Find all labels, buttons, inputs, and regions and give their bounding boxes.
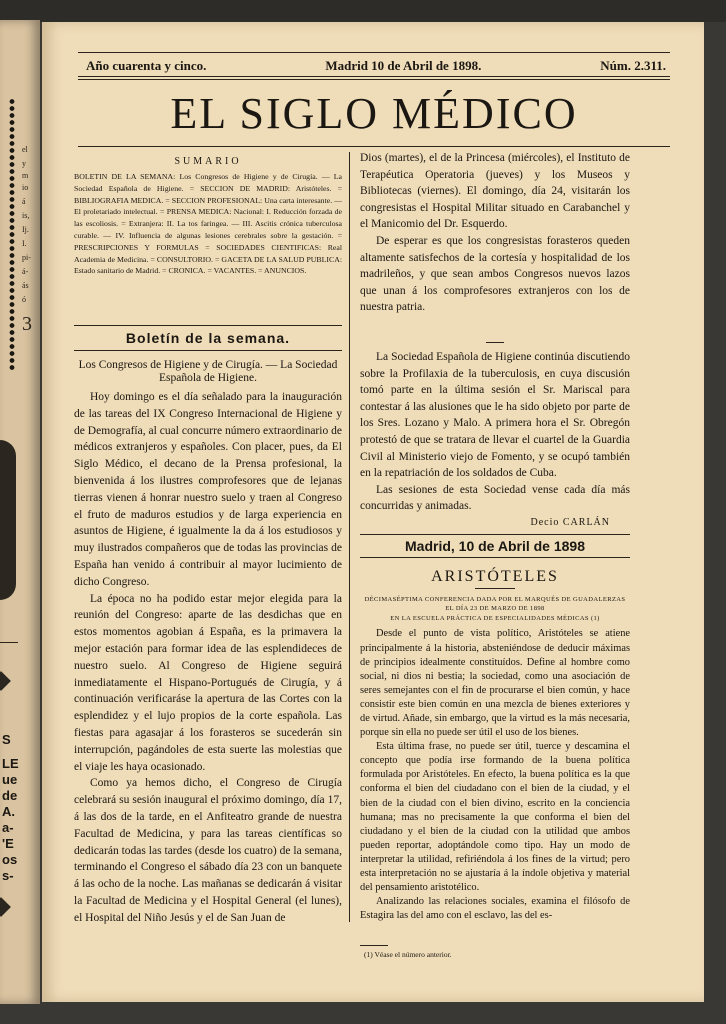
left-page-fragment: a- bbox=[2, 820, 14, 835]
left-page-fragment: ás bbox=[22, 281, 29, 290]
left-page-fragment: LE bbox=[2, 756, 19, 771]
author-signature: Decio CARLÁN bbox=[530, 516, 610, 528]
section-separator bbox=[486, 342, 504, 343]
left-page-fragment: s- bbox=[2, 868, 14, 883]
left-page-fragment: á bbox=[22, 197, 26, 206]
sumario-text: BOLETIN DE LA SEMANA: Los Congresos de Higiene y de Cirugía. — La Sociedad Española de Higiene. = SECCION DE MADRID: Aristóteles. = BIBLIOGRAFIA MEDICA. = SECCION PROFESIONAL: Una carta interesante. — El proletariado intelectual. = PRENSA MEDICA: Nacional: I. Reducción forzada de las escoliosis. = Extranjera: II. La tos faringea. — III. Ascitis crónica tuberculosa curable. — IV. Influencia de algunas lesiones cerebrales sobre la gestación. = PRESCRIPCIONES Y FORMULAS = SOCIEDADES CIENTIFICAS: Real Academia de Medicina. = CONSULTORIO. = GACETA DE LA SALUD PUBLICA: Estado sanitario de Madrid. = CRONICA. = VACANTES. = ANUNCIOS. bbox=[74, 172, 342, 276]
aristoteles-paragraph: Analizando las relaciones sociales, examina el filósofo de Estagira las del amo con el esclavo, las del es- bbox=[360, 896, 630, 922]
left-page-fragment: el bbox=[22, 145, 28, 154]
issue-date: Madrid 10 de Abril de 1898. bbox=[325, 58, 482, 73]
boletin-continuation bbox=[360, 150, 630, 336]
higiene-paragraph: Las sesiones de esta Sociedad vense cada día más concurridas y animadas. bbox=[360, 483, 630, 513]
left-page-fragment: m bbox=[22, 171, 29, 180]
left-page-rule bbox=[0, 642, 18, 643]
left-page-illustration bbox=[0, 440, 16, 600]
aristoteles-paragraph: Esta última frase, no puede ser útil, tuerce y descamina el concepto que podía irse formando de la buena política formulada por Aristóteles. En efecto, la buena política es la que conforma el bien del ciudadano con el bien de la ciudad, y el bien de la ciudad con el bien divino, escrito en la conciencia humana; mas no precisamente la que conforma el bien del ciudadano y el bien de la ciudad con la utilidad que ambos pueden reportar, adoptándole como tipo. Hay un modo de interpretar la utilidad, refiriéndola á los fines de la virtud; pero esta interpretación no se ajustaría á la índole objetiva y material del pensamiento aristotélico. bbox=[360, 741, 630, 894]
header-bottom-rule bbox=[78, 76, 670, 77]
left-page-fragment: 'E bbox=[2, 836, 14, 851]
newspaper-title: EL SIGLO MÉDICO bbox=[170, 89, 578, 138]
continuation-paragraph: De esperar es que los congresistas forasteros queden altamente satisfechos de la cortesía y hospitalidad de los madrileños, y que sean ambos Congresos nuevos lazos que unan á los comprofesores extranjeros con los de nuestra patria. bbox=[360, 234, 630, 314]
left-page-fragment: is, bbox=[22, 211, 30, 220]
left-page-ornament bbox=[0, 671, 11, 691]
sumario-heading: SUMARIO bbox=[174, 156, 242, 167]
masthead-header-line bbox=[86, 58, 666, 74]
right-column bbox=[360, 150, 630, 959]
left-column bbox=[74, 150, 342, 927]
boletin-heading: Boletín de la semana. bbox=[74, 325, 342, 351]
footnote: (1) Véase el número anterior. bbox=[364, 950, 452, 960]
continuation-paragraph: Dios (martes), el de la Princesa (miércoles), el Instituto de Terapéutica Operatoria (jueves) y los Museos y Bibliotecas (viernes). El domingo, día 24, visitarán los congresistas el Hospital Militar situado en Carabanchel y el Manicomio del Dr. Esquerdo. bbox=[360, 152, 630, 231]
aristoteles-paragraph: Desde el punto de vista político, Aristóteles se atiene principalmente á la historia, absteniéndose de deducir máximas de principios idealmente constituídos. Define al hombre como social, ni dios ni bestia; la sociedad, como una asociación de seres semejantes con el fin de procurarse el bien común, y hace consistir este bien común en una mezcla de bienes exteriores y de virtud. Añade, sin embargo, que la virtud es la más necesaria, porque sin ella no puede ser útil el uso de los bienes. bbox=[360, 628, 630, 739]
title-underline bbox=[475, 588, 515, 589]
volume-year: Año cuarenta y cinco. bbox=[86, 58, 207, 73]
column-divider bbox=[349, 152, 350, 922]
left-page-fragment: io bbox=[22, 183, 29, 192]
conference-date: EL DÍA 23 DE MARZO DE 1898 bbox=[445, 605, 545, 613]
boletin-paragraph: La época no ha podido estar mejor elegida para la reunión del Congreso: aparte de las desdichas que en estos momentos agobian á España, es la primavera la mejor estación para formar idea de las esplendideces de nuestro suelo. Al Congreso de Higiene seguirá inmediatamente el Hispano-Portugués de Cirugía, y á continuación verificaráse la apertura de las Cortes con la esplendidez y el lujo propios de la corte española. Las fiestas para agasajar á los forasteros se sucederán sin interrupción, pagándoles de esta suerte las molestias que el viaje les haya ocasionado. bbox=[74, 592, 342, 773]
newspaper-page bbox=[42, 22, 704, 1002]
boletin-subheading: Los Congresos de Higiene y de Cirugía. — La Sociedad Española de Higiene. bbox=[78, 359, 338, 384]
conference-line: DÉCIMASÉPTIMA CONFERENCIA DADA POR EL MARQUÉS DE GUADALERZAS bbox=[364, 595, 626, 603]
title-rule bbox=[78, 146, 670, 147]
left-page-fragment: ue bbox=[2, 772, 18, 787]
left-page-fragment: os bbox=[2, 852, 18, 867]
scanner-background bbox=[0, 0, 726, 22]
left-page-fragment: ó bbox=[22, 295, 26, 304]
left-page-fragment: S bbox=[2, 732, 11, 747]
footnote-rule bbox=[360, 945, 388, 946]
dotted-border-ornament bbox=[8, 98, 16, 370]
left-page-fragment: á- bbox=[22, 267, 29, 276]
adjacent-page-edge bbox=[0, 20, 40, 1004]
left-page-ornament bbox=[0, 897, 11, 917]
header-top-rule bbox=[78, 52, 670, 53]
article-title: ARISTÓTELES bbox=[431, 567, 559, 585]
left-page-fragment: de bbox=[2, 788, 18, 803]
boletin-paragraph: Hoy domingo es el día señalado para la inauguración de las tareas del IX Congreso Internacional de Higiene y de Demografía, al cual concurre número extraordinario de médicos extranjeros y españoles. Con placer, pues, da El Siglo Médico, el decano de la Prensa profesional, la bienvenida á los ilustres comprofesores que de lejanas tierras vienen á honrar nuestro suelo y traen al Congreso el fruto de maduros estudios y de larga experiencia en asuntos de Higiene, é igualmente la da á los estudiosos y muy ilustrados compañeros que de todas las provincias de España han venido á contribuir al mayor lucimiento de dicho Congreso. bbox=[74, 391, 342, 588]
boletin-paragraph: Como ya hemos dicho, el Congreso de Cirugía celebrará su sesión inaugural el próximo domingo, día 17, á las dos de la tarde, en el Anfiteatro grande de nuestra Facultad de Medicina, y para las tareas científicas so dedicarán todas las tardes (desde los cuatro) de la semana, terminando el Congreso el sábado día 23 con un banquete á las ocho de la noche. Las mañanas se dedicarán á visitar la Facultad de Medicina y el Hospital General (el lunes), el Hospital del Niño Jesús y el de San Juan de bbox=[74, 777, 342, 924]
left-page-fragment: pi- bbox=[22, 253, 31, 262]
left-page-fragment: 3 bbox=[22, 314, 32, 334]
issue-number: Núm. 2.311. bbox=[600, 58, 666, 73]
left-page-fragment: y bbox=[22, 159, 26, 168]
higiene-paragraph: La Sociedad Española de Higiene continúa discutiendo sobre la Profilaxia de la tuberculosis, en cuya discusión tomó parte en la última sesión el Sr. Mariscal para contestar á las alusiones que le ha sido objeto por parte de los Sres. Lozano y Malo. A primera hora el Sr. Obregón protestó de que se tratara de llevar el cuartel de la Guardia Civil al Ministerio viejo de Fomento, y se ocupó también en la repatriación de los soldados de Cuba. bbox=[360, 351, 630, 480]
left-page-fragment: Ij. bbox=[22, 225, 29, 234]
left-page-fragment: A. bbox=[2, 804, 15, 819]
aristoteles-body bbox=[360, 627, 630, 939]
madrid-section-heading: Madrid, 10 de Abril de 1898 bbox=[360, 534, 630, 558]
header-bottom-rule-double bbox=[78, 79, 670, 80]
conference-venue: EN LA ESCUELA PRÁCTICA DE ESPECIALIDADES MÉDICAS (1) bbox=[390, 614, 600, 622]
left-page-fragment: I. bbox=[22, 239, 27, 248]
boletin-body bbox=[74, 389, 342, 927]
